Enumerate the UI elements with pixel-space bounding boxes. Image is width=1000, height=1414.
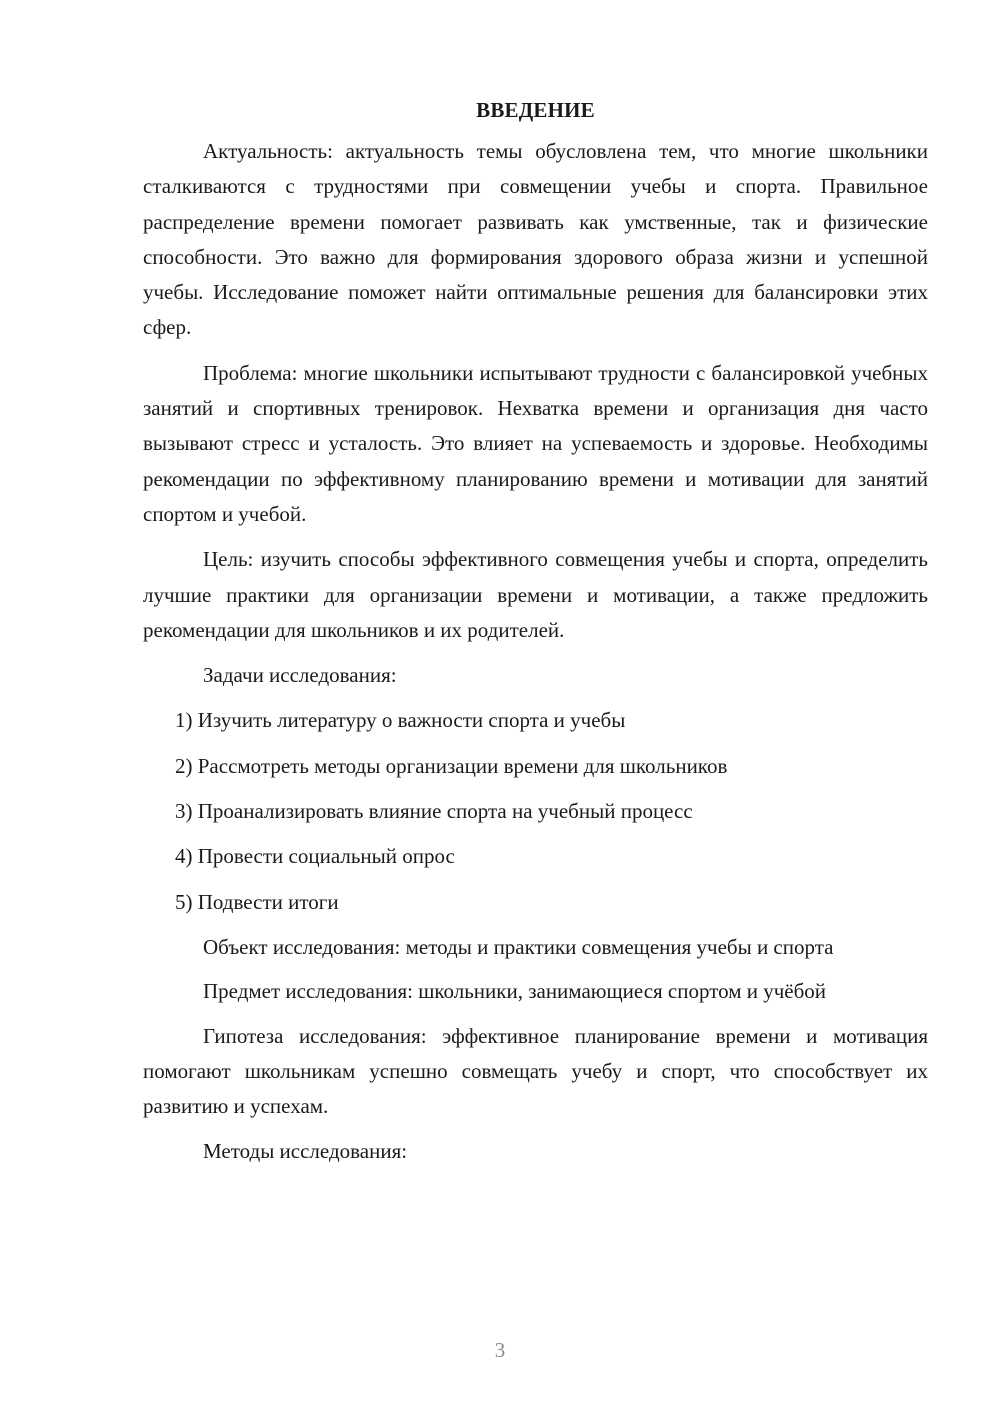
task-item-1: 1) Изучить литературу о важности спорта и учебы xyxy=(175,708,626,733)
task-item-5: 5) Подвести итоги xyxy=(175,889,339,914)
methods-heading: Методы исследования: xyxy=(203,1139,408,1164)
page-number: 3 xyxy=(494,1338,506,1362)
goal-paragraph: Цель: изучить способы эффективного совмещения учебы и спорта, определить лучшие практики для организации времени и мотивации, а также предложить рекомендации для школьников и их родителей. xyxy=(143,547,928,642)
task-item-3: 3) Проанализировать влияние спорта на учебный процесс xyxy=(175,799,693,824)
relevance-paragraph: Актуальность: актуальность темы обусловлена тем, что многие школьники сталкиваются с трудностями при совмещении учебы и спорта. Правильное распределение времени помогает развивать как умственные, так и физические способности. Это важно для формирования здорового образа жизни и успешной учебы. Исследование поможет найти оптимальные решения для балансировки этих сфер. xyxy=(143,139,928,340)
problem-paragraph: Проблема: многие школьники испытывают трудности с балансировкой учебных занятий и спортивных тренировок. Нехватка времени и организация дня часто вызывают стресс и усталость. Это влияет на успеваемость и здоровье. Необходимы рекомендации по эффективному планированию времени и мотивации для занятий спортом и учебой. xyxy=(143,360,928,526)
object-paragraph: Объект исследования: методы и практики совмещения учебы и спорта xyxy=(203,934,834,959)
hypothesis-paragraph: Гипотеза исследования: эффективное планирование времени и мотивация помогают школьникам успешно совмещать учебу и спорт, что способствует их развитию и успехам. xyxy=(143,1023,928,1119)
subject-paragraph: Предмет исследования: школьники, занимающиеся спортом и учёбой xyxy=(203,979,827,1004)
task-item-2: 2) Рассмотреть методы организации времени для школьников xyxy=(175,753,728,778)
section-heading: ВВЕДЕНИЕ xyxy=(476,98,595,122)
document-page xyxy=(143,96,928,1180)
task-item-4: 4) Провести социальный опрос xyxy=(175,844,455,869)
tasks-heading: Задачи исследования: xyxy=(203,663,397,688)
